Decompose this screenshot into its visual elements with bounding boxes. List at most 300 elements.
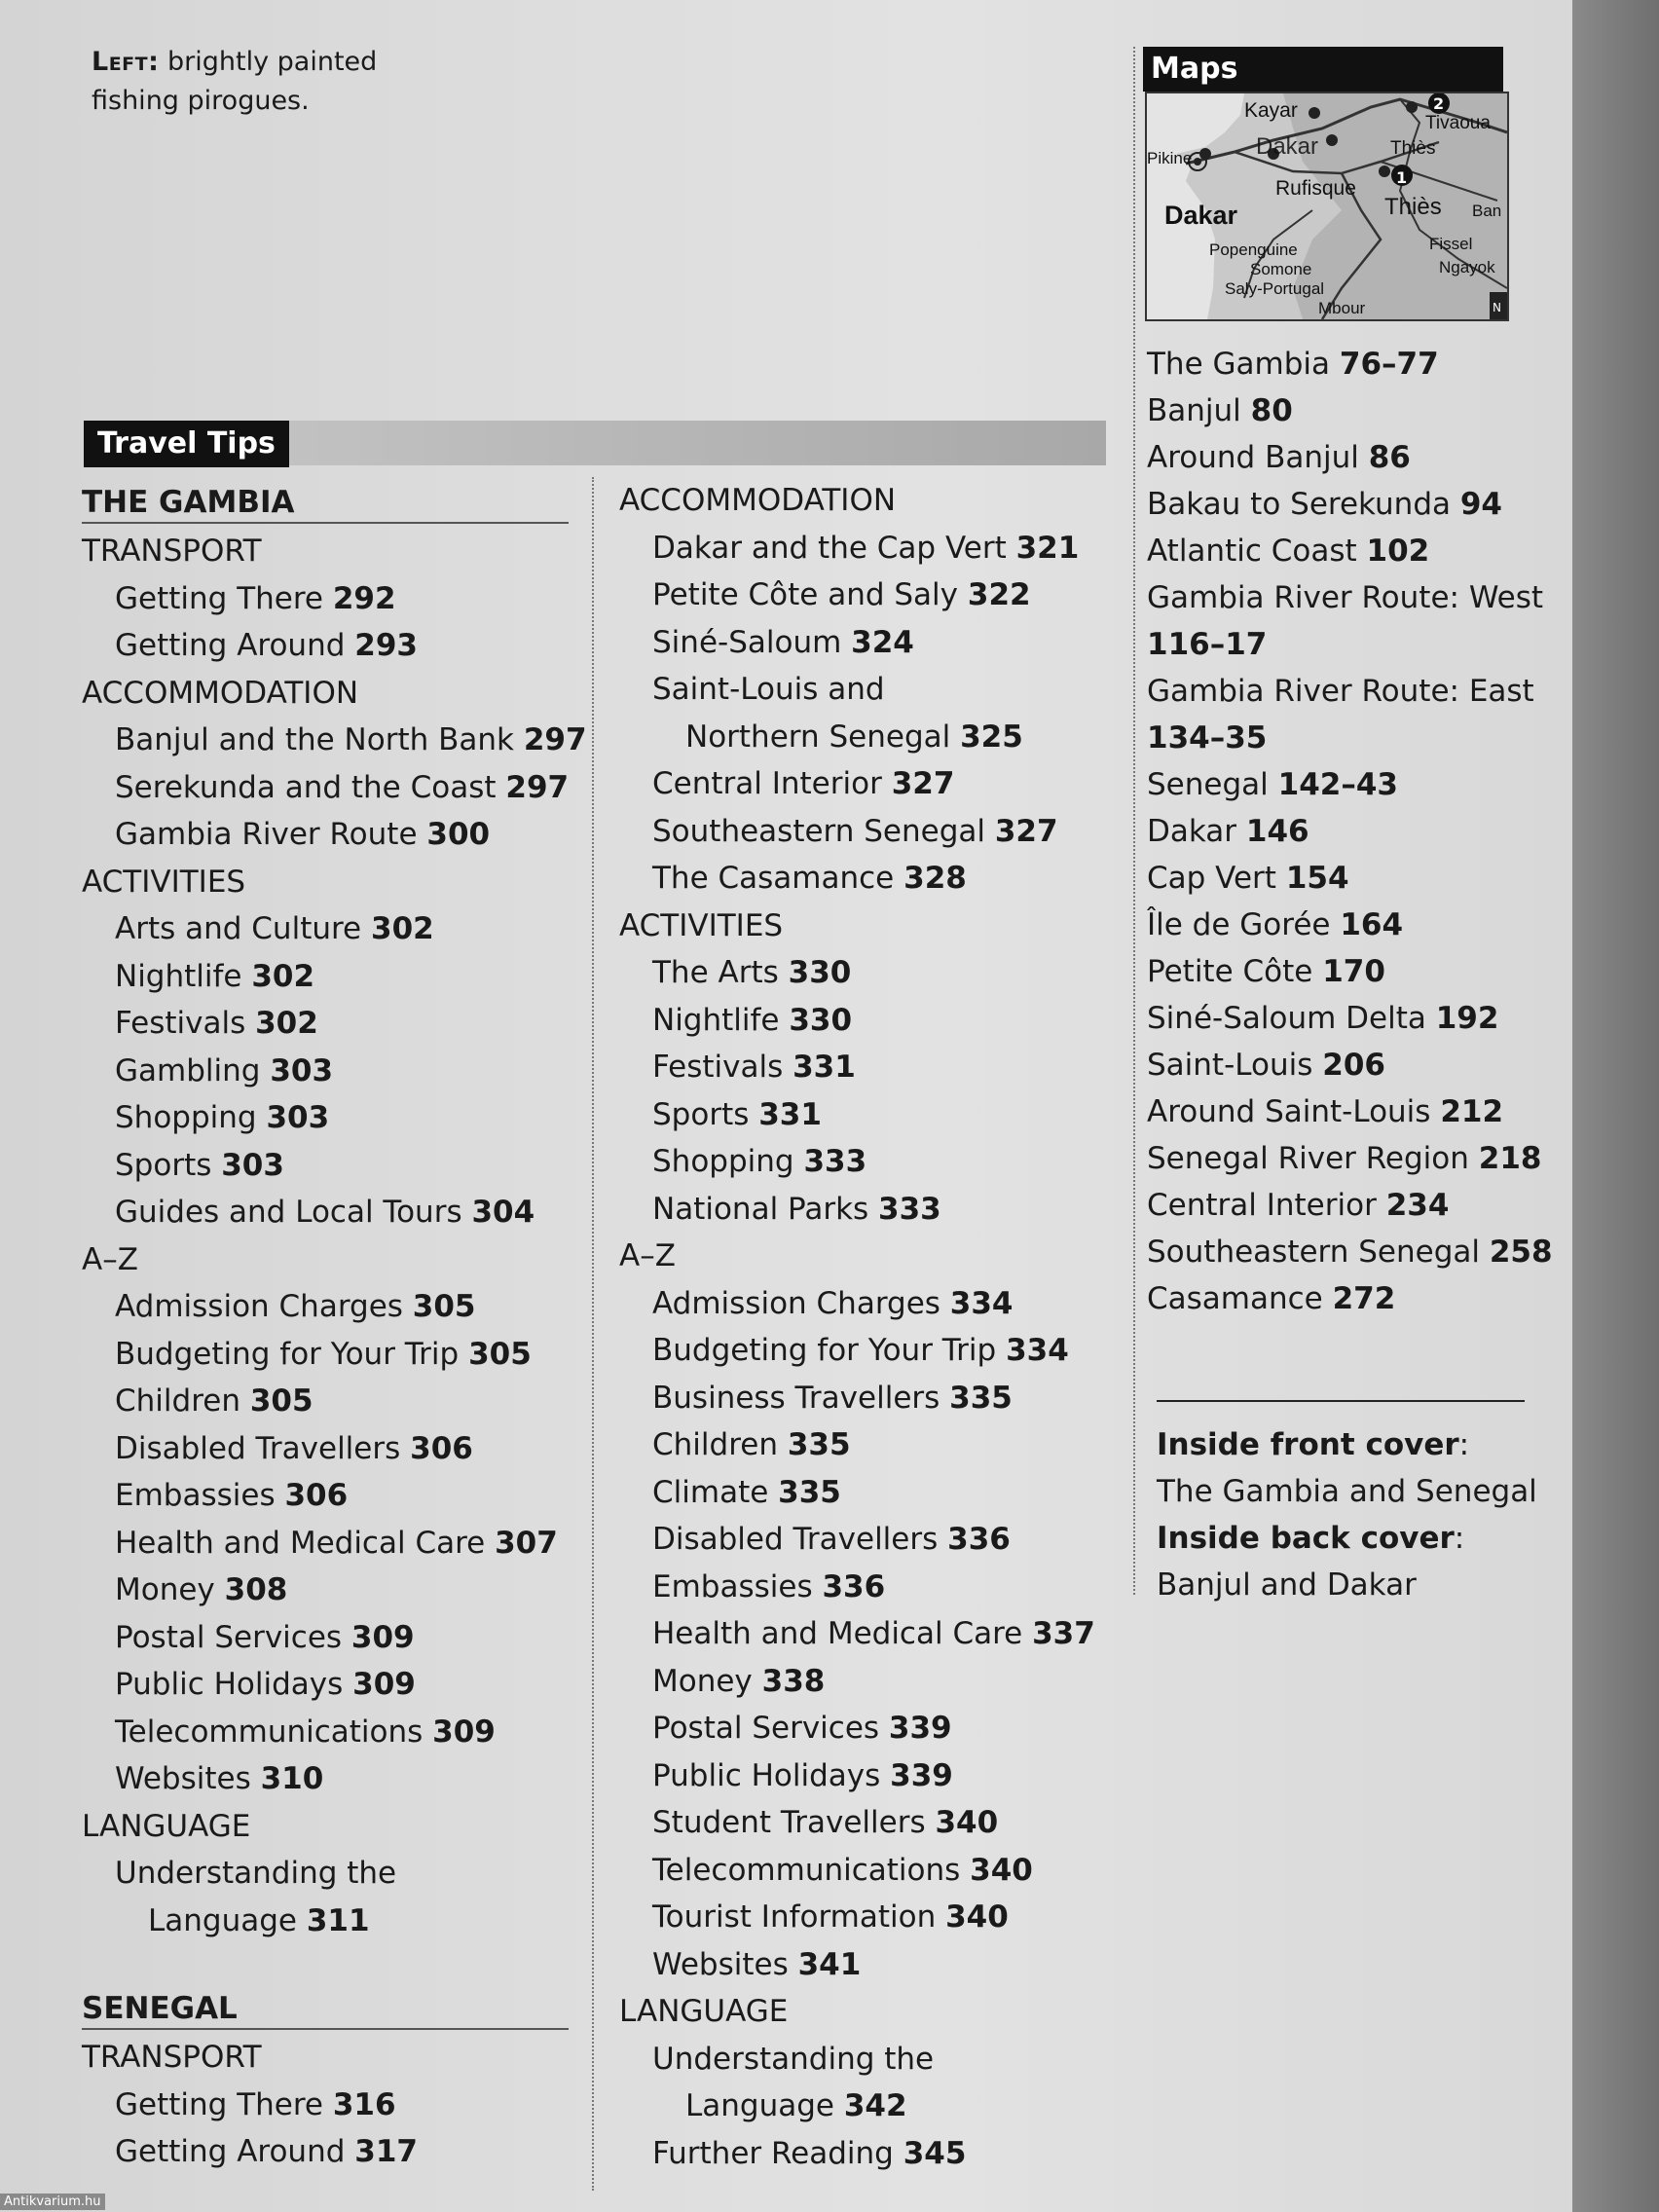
entry-label: Siné-Saloum: [652, 624, 842, 660]
page-number: 338: [761, 1663, 826, 1699]
page-number: 302: [371, 911, 434, 946]
map-name: Petite Côte: [1147, 954, 1313, 989]
map-entry: [1147, 948, 1553, 995]
entry-label: Telecommunications: [115, 1714, 424, 1750]
index-entry: [82, 1331, 578, 1379]
entry-label: Language: [685, 2088, 834, 2123]
gambia-column: [82, 483, 587, 2176]
index-entry: [82, 1000, 578, 1048]
map-label-ban: Ban: [1472, 202, 1502, 220]
photo-caption: [92, 43, 461, 121]
index-entry: [82, 1661, 578, 1709]
map-page-number: 146: [1245, 814, 1309, 849]
map-name: Gambia River Route: East: [1147, 674, 1534, 709]
index-entry: [619, 525, 1125, 572]
index-entry: [82, 1142, 578, 1190]
map-page-number: 206: [1322, 1048, 1385, 1083]
map-marker-1: 1: [1396, 168, 1408, 187]
maps-header: [1143, 47, 1503, 92]
page-number: 331: [793, 1050, 856, 1085]
map-page-number: 170: [1322, 954, 1385, 989]
map-page-number: 142–43: [1277, 767, 1398, 802]
map-label-fissel: Fissel: [1429, 235, 1473, 253]
index-entry: [82, 1614, 578, 1662]
entry-label: ACTIVITIES: [619, 907, 784, 943]
entry-label: Festivals: [115, 1006, 246, 1041]
map-page-number: 94: [1459, 487, 1502, 522]
page-number: 330: [789, 1002, 853, 1038]
column-divider-1: [592, 477, 594, 2191]
map-entry: [1147, 715, 1553, 761]
entry-label: Getting Around: [115, 628, 346, 663]
page-number: 334: [949, 1285, 1014, 1321]
entry-label: Getting There: [115, 2086, 323, 2122]
index-entry: [619, 1327, 1125, 1375]
map-name: Gambia River Route: West: [1147, 580, 1544, 615]
map-marker-2: 2: [1433, 94, 1445, 113]
entry-label: Public Holidays: [115, 1667, 344, 1702]
entry-label: Budgeting for Your Trip: [115, 1336, 460, 1372]
entry-label: Postal Services: [652, 1711, 880, 1746]
page-number: 337: [1032, 1616, 1095, 1651]
entry-label: Petite Côte and Saly: [652, 577, 959, 612]
back-cover-colon: :: [1454, 1521, 1465, 1556]
index-entry: [82, 717, 587, 764]
front-cover-colon: :: [1458, 1427, 1470, 1462]
entry-label: Embassies: [652, 1568, 813, 1604]
page-number: 340: [935, 1805, 999, 1840]
page-number: 293: [354, 628, 418, 663]
section-heading-gambia: THE GAMBIA: [82, 483, 569, 524]
page-number: 342: [843, 2088, 907, 2123]
entry-label: Gambling: [115, 1052, 261, 1088]
entry-label: Admission Charges: [652, 1285, 940, 1321]
header-bar: [275, 421, 1106, 465]
index-entry: [82, 1378, 578, 1425]
page-number: 330: [788, 955, 852, 990]
index-entry: [82, 1283, 578, 1331]
caption-text: brightly painted fishing pirogues.: [92, 47, 378, 116]
map-label-pikine: Pikine: [1147, 149, 1193, 167]
map-entry: [1147, 528, 1553, 574]
entry-label: Serekunda and the Coast: [115, 769, 497, 805]
category-heading: [82, 859, 578, 906]
page-number: 316: [332, 2086, 396, 2122]
map-label-dakar: Dakar: [1164, 201, 1238, 230]
entry-label: Arts and Culture: [115, 911, 362, 946]
map-label-saly-portugal: Saly-Portugal: [1225, 279, 1325, 298]
entry-label: Language: [148, 1902, 297, 1938]
entry-label: Southeastern Senegal: [652, 813, 985, 849]
map-page-number: 234: [1385, 1188, 1450, 1223]
map-entry: [1147, 855, 1553, 902]
page-number: 311: [306, 1902, 370, 1938]
entry-label: ACCOMMODATION: [82, 675, 359, 711]
index-entry: [82, 953, 578, 1001]
map-entry: [1147, 1275, 1553, 1322]
page-number: 339: [890, 1757, 953, 1793]
entry-label: ACCOMMODATION: [619, 483, 897, 518]
page-number: 340: [945, 1899, 1009, 1935]
entry-label: Children: [115, 1383, 240, 1419]
page-number: 302: [255, 1006, 318, 1041]
entry-label: Postal Services: [115, 1619, 343, 1655]
entry-label: Nightlife: [115, 958, 242, 994]
map-north-arrow: N: [1493, 301, 1501, 314]
entry-label: Student Travellers: [652, 1805, 926, 1840]
map-name: Saint-Louis: [1147, 1048, 1313, 1083]
index-entry: [82, 905, 578, 953]
page-number: 345: [903, 2135, 967, 2171]
page-number: 327: [994, 813, 1058, 849]
entry-label: Guides and Local Tours: [115, 1195, 462, 1230]
map-page-number: 154: [1285, 861, 1349, 896]
map-entry: [1147, 761, 1553, 808]
map-name: Senegal: [1147, 767, 1269, 802]
index-entry: [619, 2036, 1125, 2083]
map-name: Southeastern Senegal: [1147, 1235, 1480, 1270]
entry-label: Disabled Travellers: [115, 1430, 401, 1466]
entry-label: Tourist Information: [652, 1899, 937, 1935]
index-entry: [619, 1799, 1125, 1847]
map-name: The Gambia: [1147, 347, 1331, 382]
page-number: 333: [878, 1191, 941, 1227]
map-page-number: 134–35: [1147, 720, 1268, 756]
page-number: 305: [249, 1383, 313, 1419]
map-name: Around Saint-Louis: [1147, 1094, 1431, 1129]
map-label-thies: Thiès: [1384, 194, 1442, 220]
index-entry: [619, 666, 1125, 714]
index-entry: [619, 2083, 1125, 2130]
page-number: 304: [471, 1195, 535, 1230]
map-name: Siné-Saloum Delta: [1147, 1001, 1426, 1036]
index-entry: [619, 1705, 1125, 1752]
map-entry: [1147, 481, 1553, 528]
entry-label: LANGUAGE: [82, 1808, 251, 1844]
entry-label: Websites: [652, 1946, 789, 1982]
index-entry: [82, 1189, 578, 1236]
entry-label: Festivals: [652, 1050, 784, 1085]
index-entry: [619, 1894, 1125, 1941]
entry-label: The Casamance: [652, 861, 895, 896]
index-entry: [619, 619, 1125, 667]
entry-label: Health and Medical Care: [652, 1616, 1023, 1651]
page-number: 303: [266, 1100, 330, 1135]
map-name: Around Banjul: [1147, 440, 1359, 475]
back-cover-label: Inside back cover: [1157, 1521, 1455, 1556]
map-name: Casamance: [1147, 1281, 1323, 1316]
entry-label: Embassies: [115, 1478, 276, 1513]
category-heading: [619, 1988, 1125, 2036]
map-name: Central Interior: [1147, 1188, 1377, 1223]
category-heading: [82, 1236, 578, 1284]
entry-label: TRANSPORT: [82, 2040, 262, 2075]
map-page-number: 76–77: [1339, 347, 1439, 382]
page-number: 308: [224, 1572, 288, 1607]
category-heading: [82, 528, 578, 575]
page-number: 324: [851, 624, 914, 660]
entry-label: Dakar and the Cap Vert: [652, 530, 1007, 566]
page-number: 309: [350, 1619, 415, 1655]
map-name: Atlantic Coast: [1147, 534, 1357, 569]
map-entry: [1147, 1182, 1553, 1229]
page-number: 327: [891, 766, 955, 801]
map-label-rufisque: Rufisque: [1275, 177, 1356, 200]
index-entry: [82, 1520, 578, 1567]
page-number: 341: [797, 1946, 862, 1982]
page-number: 336: [947, 1522, 1011, 1557]
map-name: Dakar: [1147, 814, 1237, 849]
map-page-number: 258: [1489, 1235, 1553, 1270]
entry-label: Money: [652, 1663, 753, 1699]
entry-label: Shopping: [115, 1100, 257, 1135]
map-label-kayar: Kayar: [1244, 99, 1298, 122]
map-page-number: 116–17: [1147, 627, 1268, 662]
map-entry: [1147, 341, 1553, 387]
index-entry: [82, 764, 578, 812]
entry-label: Money: [115, 1572, 215, 1607]
index-entry: [619, 997, 1125, 1045]
index-entry: [82, 1094, 578, 1142]
index-entry: [82, 2082, 578, 2129]
map-page-number: 80: [1250, 393, 1293, 428]
page-number: 300: [426, 817, 491, 852]
index-entry: [82, 1709, 578, 1756]
map-entry: [1147, 1229, 1553, 1275]
maps-title: Maps: [1151, 52, 1238, 86]
index-entry: [82, 1425, 578, 1473]
entry-label: TRANSPORT: [82, 534, 262, 569]
map-entry: [1147, 1135, 1553, 1182]
index-entry: [619, 855, 1125, 903]
senegal-entries-left: [82, 2034, 578, 2176]
index-entry: [619, 1421, 1125, 1469]
page-number: 307: [495, 1525, 558, 1561]
senegal-column: [619, 477, 1125, 2177]
section-heading-senegal: SENEGAL: [82, 1989, 569, 2030]
index-entry: [619, 1564, 1125, 1611]
entry-label: Children: [652, 1427, 778, 1462]
index-entry: [82, 1898, 578, 1945]
entry-label: Further Reading: [652, 2135, 894, 2171]
index-entry: [619, 1610, 1125, 1658]
map-name: Senegal River Region: [1147, 1141, 1469, 1176]
category-heading: [82, 2034, 578, 2082]
index-entry: [82, 1567, 578, 1614]
back-cover-value: Banjul and Dakar: [1157, 1567, 1417, 1603]
entry-label: Disabled Travellers: [652, 1522, 939, 1557]
map-label-mbour: Mbour: [1318, 299, 1366, 317]
entry-label: National Parks: [652, 1191, 869, 1227]
map-label-ngayok: Ngayok: [1439, 258, 1495, 276]
map-label-tivaoua: Tivaoua: [1425, 113, 1491, 133]
travel-tips-title: Travel Tips: [84, 421, 289, 467]
page-number: 297: [523, 722, 587, 757]
maps-divider: [1157, 1400, 1525, 1402]
page-number: 334: [1006, 1333, 1069, 1368]
map-label-thies-small: Thiès: [1390, 138, 1436, 159]
index-entry: [619, 1280, 1125, 1328]
page-number: 305: [412, 1289, 476, 1324]
gambia-entries: [82, 528, 587, 1944]
map-name: Cap Vert: [1147, 861, 1276, 896]
page-number: 306: [284, 1478, 349, 1513]
map-entry: [1147, 621, 1553, 668]
page-number: 297: [505, 769, 570, 805]
index-entry: [619, 1186, 1125, 1234]
map-page-number: 212: [1440, 1094, 1504, 1129]
travel-tips-header: [84, 421, 1106, 467]
index-entry: [619, 571, 1125, 619]
page-number: 322: [967, 577, 1031, 612]
category-heading: [619, 1233, 1125, 1280]
index-entry: [619, 714, 1125, 761]
entry-label: Banjul and the North Bank: [115, 722, 514, 757]
entry-label: Getting Around: [115, 2134, 346, 2169]
entry-label: A–Z: [82, 1241, 138, 1277]
page-number: 340: [970, 1852, 1033, 1888]
entry-label: Sports: [652, 1096, 750, 1132]
index-entry: [619, 1658, 1125, 1706]
category-heading: [82, 1803, 578, 1851]
entry-label: ACTIVITIES: [82, 864, 246, 900]
entry-label: Understanding the: [652, 2041, 935, 2077]
index-entry: [619, 1752, 1125, 1800]
map-page-number: 86: [1368, 440, 1411, 475]
entry-label: Getting There: [115, 580, 323, 616]
column-divider-2: [1133, 47, 1135, 1595]
map-page-number: 102: [1366, 534, 1430, 569]
map-page-number: 192: [1435, 1001, 1499, 1036]
category-heading: [82, 670, 578, 718]
index-entry: [82, 811, 578, 859]
map-label-dakar-region: Dakar: [1256, 133, 1319, 160]
map-entry: [1147, 434, 1553, 481]
index-entry: [82, 1472, 578, 1520]
page-edge: [1572, 0, 1659, 2212]
index-entry: [619, 1044, 1125, 1091]
entry-label: Northern Senegal: [685, 719, 951, 755]
cover-maps: [1157, 1421, 1537, 1608]
map-page-number: 164: [1340, 907, 1404, 942]
map-label-somone: Somone: [1250, 260, 1312, 278]
map-entry: [1147, 668, 1553, 715]
entry-label: Sports: [115, 1147, 212, 1183]
index-entry: [619, 1847, 1125, 1895]
page-number: 303: [270, 1052, 334, 1088]
index-entry: [619, 1091, 1125, 1139]
map-page-number: 218: [1478, 1141, 1542, 1176]
map-entry: [1147, 995, 1553, 1042]
map-label-popenguine: Popenguine: [1209, 240, 1298, 259]
entry-label: Climate: [652, 1474, 769, 1510]
entry-label: Understanding the: [115, 1856, 397, 1891]
index-entry: [619, 1375, 1125, 1422]
page-number: 302: [251, 958, 315, 994]
page-number: 335: [778, 1474, 841, 1510]
page-number: 317: [354, 2134, 418, 2169]
index-entry: [82, 622, 578, 670]
entry-label: Central Interior: [652, 766, 882, 801]
index-entry: [82, 575, 578, 623]
page-number: 339: [888, 1711, 952, 1746]
category-heading: [619, 903, 1125, 950]
map-entry: [1147, 808, 1553, 855]
front-cover-label: Inside front cover: [1157, 1427, 1459, 1462]
page-number: 306: [410, 1430, 473, 1466]
map-name: Banjul: [1147, 393, 1241, 428]
page-number: 333: [803, 1144, 867, 1179]
map-entry: [1147, 1042, 1553, 1088]
page-number: 335: [787, 1427, 851, 1462]
index-entry: [82, 2128, 578, 2176]
page-number: 336: [822, 1568, 886, 1604]
entry-label: Websites: [115, 1761, 251, 1796]
entry-label: Nightlife: [652, 1002, 780, 1038]
page-number: 309: [352, 1667, 416, 1702]
page-number: 328: [903, 861, 967, 896]
page-number: 310: [260, 1761, 324, 1796]
entry-label: Public Holidays: [652, 1757, 881, 1793]
page-number: 292: [332, 580, 396, 616]
page-number: 331: [758, 1096, 822, 1132]
maps-entries: [1147, 341, 1553, 1322]
index-entry: [619, 949, 1125, 997]
entry-label: Saint-Louis and: [652, 672, 885, 707]
index-entry: [82, 1755, 578, 1803]
caption-label: Left:: [92, 47, 160, 77]
entry-label: Gambia River Route: [115, 817, 418, 852]
index-entry: [619, 1516, 1125, 1564]
index-entry: [619, 808, 1125, 856]
map-entry: [1147, 387, 1553, 434]
page-number: 309: [432, 1714, 496, 1750]
map-page-number: 272: [1332, 1281, 1396, 1316]
index-entry: [82, 1048, 578, 1095]
entry-label: A–Z: [619, 1238, 676, 1273]
page-number: 335: [949, 1380, 1013, 1416]
map-name: Bakau to Serekunda: [1147, 487, 1451, 522]
map-thumbnail: [1145, 92, 1509, 321]
page-number: 321: [1015, 530, 1080, 566]
entry-label: LANGUAGE: [619, 1994, 789, 2029]
map-entry: [1147, 902, 1553, 948]
map-entry: [1147, 574, 1553, 621]
index-entry: [619, 1941, 1125, 1989]
category-heading: [619, 477, 1125, 525]
index-entry: [619, 760, 1125, 808]
index-entry: [82, 1850, 578, 1898]
entry-label: Business Travellers: [652, 1380, 940, 1416]
senegal-entries-right: [619, 477, 1125, 2177]
index-entry: [619, 1138, 1125, 1186]
entry-label: Telecommunications: [652, 1852, 961, 1888]
front-cover-value: The Gambia and Senegal: [1157, 1474, 1537, 1509]
entry-label: Health and Medical Care: [115, 1525, 486, 1561]
page-number: 305: [468, 1336, 532, 1372]
map-entry: [1147, 1088, 1553, 1135]
entry-label: Shopping: [652, 1144, 794, 1179]
page-number: 303: [221, 1147, 284, 1183]
index-entry: [619, 2130, 1125, 2178]
page-number: 325: [960, 719, 1023, 755]
map-name: Île de Gorée: [1147, 907, 1331, 942]
watermark: Antikvarium.hu: [0, 2194, 105, 2210]
entry-label: The Arts: [652, 955, 779, 990]
entry-label: Admission Charges: [115, 1289, 403, 1324]
index-entry: [619, 1469, 1125, 1517]
entry-label: Budgeting for Your Trip: [652, 1333, 997, 1368]
